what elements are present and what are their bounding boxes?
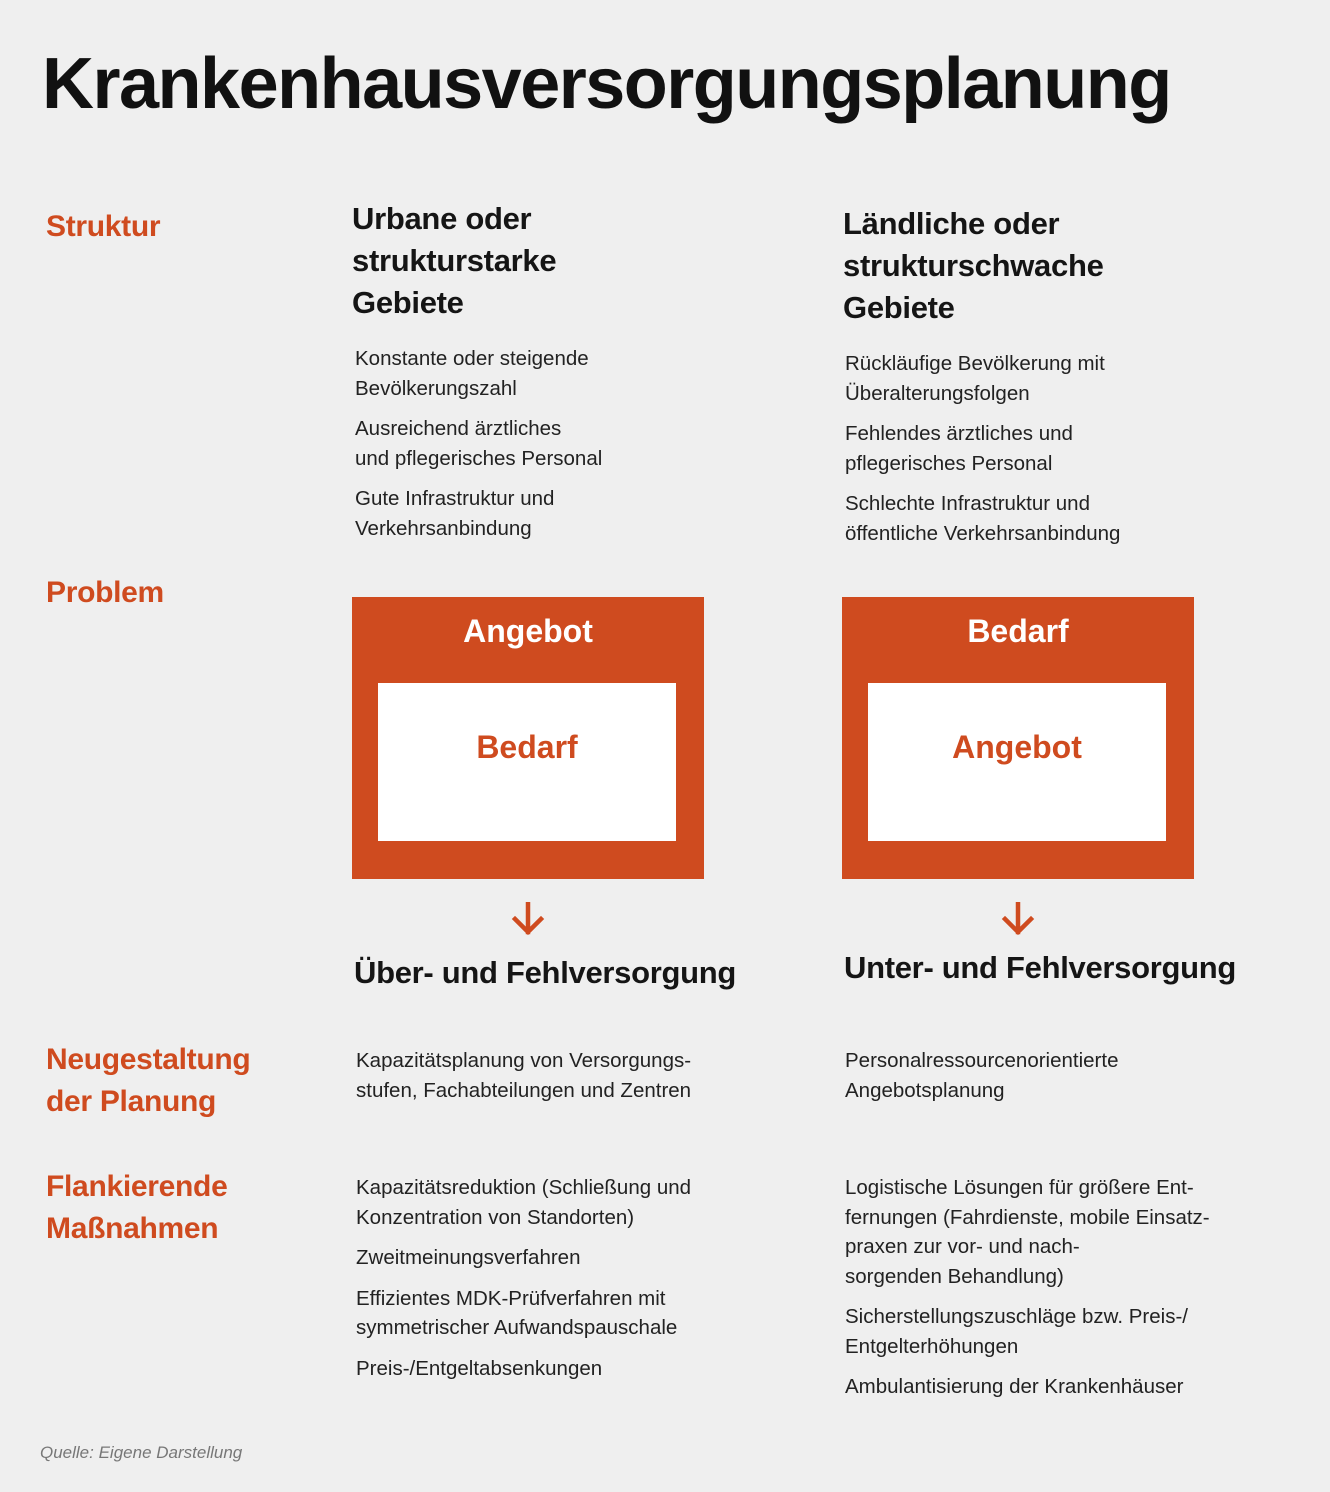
list-item-line: stufen, Fachabteilungen und Zentren: [356, 1078, 692, 1102]
list-item: [356, 1284, 736, 1343]
label-line: Ländliche oder: [843, 206, 1060, 241]
row-label-flankierende: [46, 1166, 227, 1250]
arrow-down-icon: [1000, 902, 1036, 938]
list-item-line: Ambulantisierung der Krankenhäuser: [845, 1375, 1184, 1398]
planning-points-rural: [845, 1046, 1245, 1116]
list-item-line: Überalterungsfolgen: [845, 381, 1030, 405]
list-item-line: Sicherstellungszuschläge bzw. Preis-/: [845, 1305, 1188, 1328]
list-item: [845, 419, 1175, 478]
label-line: Struktur: [46, 210, 161, 243]
list-item: [845, 1372, 1245, 1402]
list-item-line: Kapazitätsplanung von Versorgungs-: [356, 1049, 692, 1072]
problem-box-urban: [352, 597, 704, 879]
list-item-line: Ausreichend ärztliches: [355, 417, 562, 440]
list-item-line: sorgenden Behandlung): [845, 1264, 1064, 1288]
box-inner-panel: [378, 683, 676, 841]
list-item: [355, 414, 685, 473]
list-item-line: Fehlendes ärztliches und: [845, 422, 1073, 445]
label-line: Flankierende: [46, 1170, 228, 1203]
box-inner-label: Angebot: [952, 729, 1082, 765]
list-item-line: Kapazitätsreduktion (Schließung und: [356, 1176, 692, 1199]
page-title: Krankenhausversorgungsplanung: [42, 44, 1171, 124]
label-line: Gebiete: [843, 290, 955, 325]
list-item-line: Verkehrsanbindung: [355, 516, 532, 540]
box-outer-label: Angebot: [463, 613, 593, 649]
list-item: [845, 1302, 1245, 1361]
structure-points-rural: [845, 349, 1175, 559]
list-item: [845, 1046, 1245, 1105]
list-item-line: Angebotsplanung: [845, 1078, 1005, 1102]
label-line: Problem: [46, 576, 164, 609]
list-item-line: Bevölkerungszahl: [355, 376, 517, 400]
list-item-line: und pflegerisches Personal: [355, 446, 603, 470]
label-line: Maßnahmen: [46, 1212, 219, 1245]
column-heading-urban: [352, 198, 556, 324]
label-line: Urbane oder: [352, 201, 532, 236]
source-note: Quelle: Eigene Darstellung: [40, 1443, 243, 1462]
arrow-down-icon: [510, 902, 546, 938]
label-line: strukturschwache: [843, 248, 1104, 283]
list-item: [356, 1243, 736, 1273]
list-item-line: Personalressourcenorientierte: [845, 1049, 1119, 1072]
list-item-line: öffentliche Verkehrsanbindung: [845, 521, 1121, 545]
row-label-struktur: [46, 206, 160, 248]
list-item: [356, 1173, 736, 1232]
box-inner-label: Bedarf: [476, 729, 578, 765]
outcome-urban: Über- und Fehlversorgung: [354, 955, 737, 990]
box-outer-label: Bedarf: [967, 613, 1069, 649]
list-item: [845, 489, 1175, 548]
list-item-line: Entgelterhöhungen: [845, 1334, 1019, 1358]
planning-points-urban: [356, 1046, 736, 1116]
list-item-line: fernungen (Fahrdienste, mobile Einsatz-: [845, 1205, 1210, 1229]
list-item-line: Zweitmeinungsverfahren: [356, 1246, 581, 1269]
list-item-line: Rückläufige Bevölkerung mit: [845, 352, 1105, 375]
measures-urban: [356, 1173, 736, 1394]
list-item-line: symmetrischer Aufwandspauschale: [356, 1316, 678, 1339]
list-item-line: Schlechte Infrastruktur und: [845, 492, 1090, 515]
list-item-line: Konstante oder steigende: [355, 347, 589, 370]
list-item: [355, 484, 685, 543]
list-item: [845, 1173, 1245, 1291]
outcome-rural: Unter- und Fehlversorgung: [844, 950, 1237, 985]
measures-rural: [845, 1173, 1245, 1413]
label-line: strukturstarke: [352, 243, 557, 278]
list-item-line: Gute Infrastruktur und: [355, 487, 555, 510]
label-line: der Planung: [46, 1085, 217, 1118]
row-label-neugestaltung: [46, 1039, 250, 1123]
label-line: Gebiete: [352, 285, 464, 320]
box-inner-panel: [868, 683, 1166, 841]
list-item: [356, 1046, 736, 1105]
problem-box-rural: [842, 597, 1194, 879]
list-item: [355, 344, 685, 403]
row-label-problem: [46, 572, 164, 614]
list-item-line: Effizientes MDK-Prüfverfahren mit: [356, 1286, 666, 1310]
list-item: [845, 349, 1175, 408]
list-item-line: Preis-/Entgeltabsenkungen: [356, 1356, 603, 1380]
list-item-line: Konzentration von Standorten): [356, 1205, 635, 1229]
column-heading-rural: [843, 203, 1104, 329]
list-item: [356, 1354, 736, 1384]
list-item-line: Logistische Lösungen für größere Ent-: [845, 1176, 1194, 1199]
label-line: Neugestaltung: [46, 1043, 251, 1076]
list-item-line: pflegerisches Personal: [845, 451, 1053, 475]
list-item-line: praxen zur vor- und nach-: [845, 1235, 1080, 1258]
structure-points-urban: [355, 344, 685, 554]
